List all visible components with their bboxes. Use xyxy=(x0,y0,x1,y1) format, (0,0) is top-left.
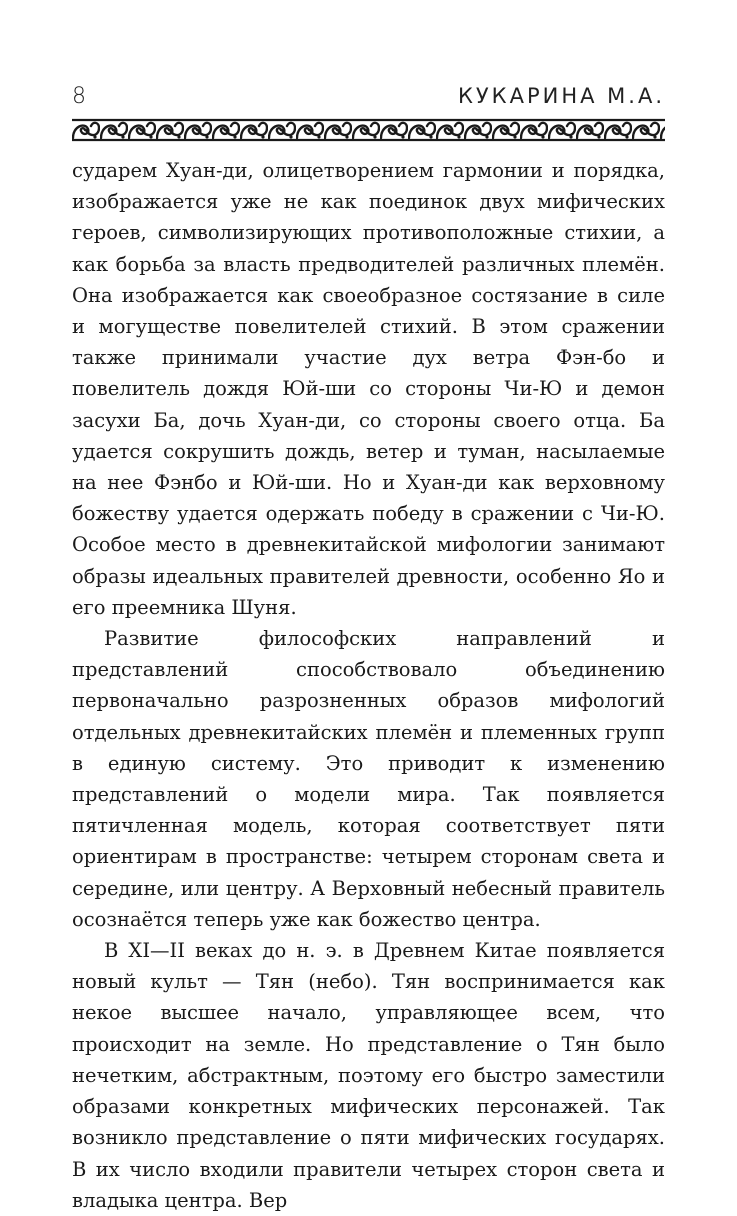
page-header xyxy=(72,80,665,116)
paragraph-1: сударем Хуан-ди, олицетворением гармонии и порядка, изображается уже не как поединок двух мифических героев, символизирующих противоположные стихии, а как борьба за власть предводителей различных племён. Она изображается как своеобразное состязание в силе и могуществе повелителей стихий. В этом сражении также принимали участие дух ветра Фэн-бо и повелитель дождя Юй-ши со стороны Чи-Ю и демон засухи Ба, дочь Хуан-ди, со стороны своего отца. Ба удается сокрушить дождь, ветер и туман, насылаемые на нее Фэнбо и Юй-ши. Но и Хуан-ди как верховному божеству удается одержать победу в сражении с Чи-Ю. Особое место в древнекитайской мифологии занимают образы идеальных правителей древности, особенно Яо и его преемника Шуня. xyxy=(72,159,665,619)
running-head-author: КУКАРИНА М.А. xyxy=(457,84,665,108)
body-text xyxy=(72,155,665,1216)
paragraph-2: Развитие философских направлений и представлений способствовало объединению первоначально разрозненных образов мифологий отдельных древнекитайских племён и племенных групп в единую систему. Это приводит к изменению представлений о модели мира. Так появляется пятичленная модель, которая соответствует пяти ориентирам в пространстве: четырем сторонам света и середине, или центру. А Верховный небесный правитель осознаётся теперь уже как божество центра. xyxy=(72,627,665,931)
paragraph-3: В XI—II веках до н. э. в Древнем Китае появляется новый культ — Тян (небо). Тян воспринимается как некое высшее начало, управляющее всем, что происходит на земле. Но представление о Тян было нечетким, абстрактным, поэтому его быстро заместили образами конкретных мифических персонажей. Так возникло представление о пяти мифических государях. В их число входили правители четырех сторон света и владыка центра. Вер xyxy=(72,939,665,1212)
page-number: 8 xyxy=(72,84,87,109)
ornamental-border xyxy=(72,118,665,142)
